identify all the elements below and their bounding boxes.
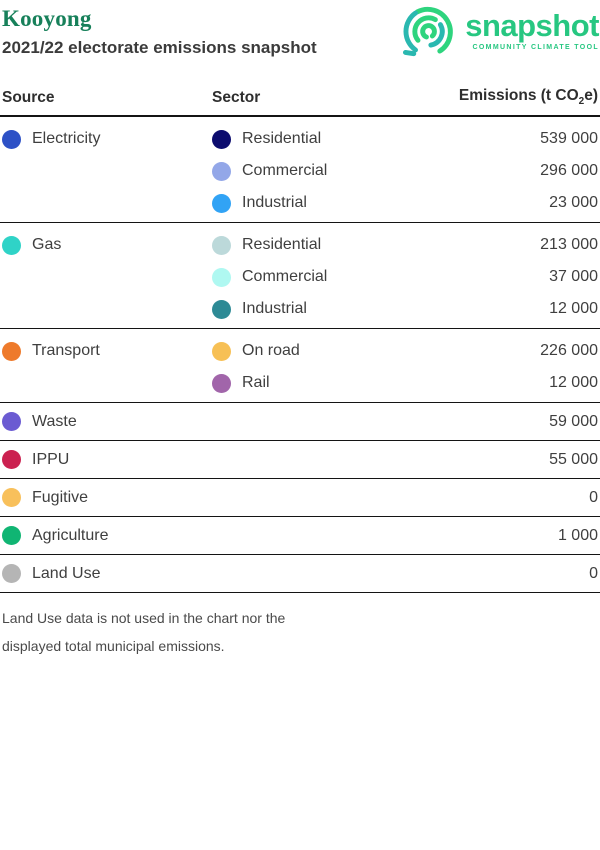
sector-rows [212, 229, 598, 325]
source-color-dot [2, 130, 21, 149]
sector-cell [212, 194, 549, 213]
sector-color-dot [212, 374, 231, 393]
source-color-dot [2, 412, 21, 431]
source-color-dot [2, 236, 21, 255]
sector-label: Residential [242, 130, 322, 148]
source-label: Gas [32, 236, 62, 254]
source-group [0, 403, 600, 441]
sector-row [212, 123, 598, 155]
source-label: IPPU [32, 450, 70, 468]
sector-row [212, 187, 598, 219]
source-group [0, 329, 600, 403]
source-label: Electricity [32, 130, 101, 148]
sector-label: Industrial [242, 194, 307, 212]
sector-color-dot [212, 342, 231, 361]
column-header-source: Source [2, 89, 55, 107]
sector-rows [212, 441, 598, 478]
report-subtitle: 2021/22 electorate emissions snapshot [2, 38, 317, 57]
logo-wordmark: snapshot [465, 8, 599, 43]
emissions-value: 55 000 [549, 450, 598, 468]
sector-cell [212, 236, 540, 255]
report-header [0, 4, 600, 59]
source-cell [2, 335, 212, 367]
snapshot-spiral-icon [401, 4, 456, 59]
sector-label: Commercial [242, 268, 328, 286]
source-color-dot [2, 488, 21, 507]
source-value-row [212, 555, 598, 592]
emissions-value: 59 000 [549, 412, 598, 430]
emissions-value: 1 000 [557, 526, 598, 544]
emissions-value: 213 000 [540, 236, 598, 254]
source-value-row [212, 403, 598, 440]
source-group [0, 117, 600, 223]
source-cell [2, 441, 212, 478]
sector-label: Commercial [242, 162, 328, 180]
sector-row [212, 293, 598, 325]
sector-cell [212, 374, 549, 393]
sector-cell [212, 268, 549, 287]
sector-label: Rail [242, 374, 270, 392]
sector-color-dot [212, 236, 231, 255]
emissions-value: 226 000 [540, 342, 598, 360]
source-value-row [212, 517, 598, 554]
emissions-value: 12 000 [549, 300, 598, 318]
sector-row [212, 155, 598, 187]
sector-row [212, 229, 598, 261]
source-color-dot [2, 450, 21, 469]
emissions-table-body [0, 117, 600, 593]
emissions-value: 296 000 [540, 162, 598, 180]
sector-rows [212, 123, 598, 219]
sector-cell [212, 300, 549, 319]
source-label: Fugitive [32, 488, 89, 506]
logo-tagline: COMMUNITY CLIMATE TOOL [472, 44, 599, 51]
report-titles [2, 4, 317, 58]
sector-rows [212, 335, 598, 399]
source-color-dot [2, 342, 21, 361]
source-group [0, 223, 600, 329]
emissions-value: 37 000 [549, 268, 598, 286]
source-cell [2, 479, 212, 516]
source-label: Waste [32, 412, 77, 430]
electorate-title: Kooyong [2, 6, 92, 31]
table-header-row [0, 87, 600, 117]
sector-label: Residential [242, 236, 322, 254]
sector-row [212, 367, 598, 399]
sector-color-dot [212, 268, 231, 287]
source-cell [2, 517, 212, 554]
emissions-value: 539 000 [540, 130, 598, 148]
source-cell [2, 555, 212, 592]
snapshot-logo[interactable] [401, 4, 600, 59]
source-group [0, 441, 600, 479]
source-label: Transport [32, 342, 100, 360]
source-group [0, 555, 600, 593]
sector-label: Industrial [242, 300, 307, 318]
sector-rows [212, 517, 598, 554]
source-cell [2, 403, 212, 440]
emissions-value: 0 [589, 564, 598, 582]
sector-label: On road [242, 342, 300, 360]
source-cell [2, 229, 212, 261]
sector-cell [212, 162, 540, 181]
sector-rows [212, 403, 598, 440]
source-value-row [212, 441, 598, 478]
sector-row [212, 261, 598, 293]
source-color-dot [2, 564, 21, 583]
sector-color-dot [212, 300, 231, 319]
source-value-row [212, 479, 598, 516]
sector-cell [212, 130, 540, 149]
source-cell [2, 123, 212, 155]
column-header-sector: Sector [212, 89, 261, 107]
sector-cell [212, 342, 540, 361]
sector-color-dot [212, 194, 231, 213]
column-header-emissions: Emissions (t $CO_2e$) [458, 87, 598, 108]
emissions-value: 23 000 [549, 194, 598, 212]
logo-text [465, 4, 599, 51]
sector-row [212, 335, 598, 367]
sector-rows [212, 479, 598, 516]
source-color-dot [2, 526, 21, 545]
source-label: Agriculture [32, 526, 109, 544]
land-use-footnote: Land Use data is not used in the chart nor the displayed total municipal emissions. [2, 610, 286, 655]
source-group [0, 517, 600, 555]
sector-color-dot [212, 130, 231, 149]
source-group [0, 479, 600, 517]
sector-color-dot [212, 162, 231, 181]
emissions-value: 12 000 [549, 374, 598, 392]
emissions-value: 0 [589, 488, 598, 506]
source-label: Land Use [32, 564, 101, 582]
sector-rows [212, 555, 598, 592]
